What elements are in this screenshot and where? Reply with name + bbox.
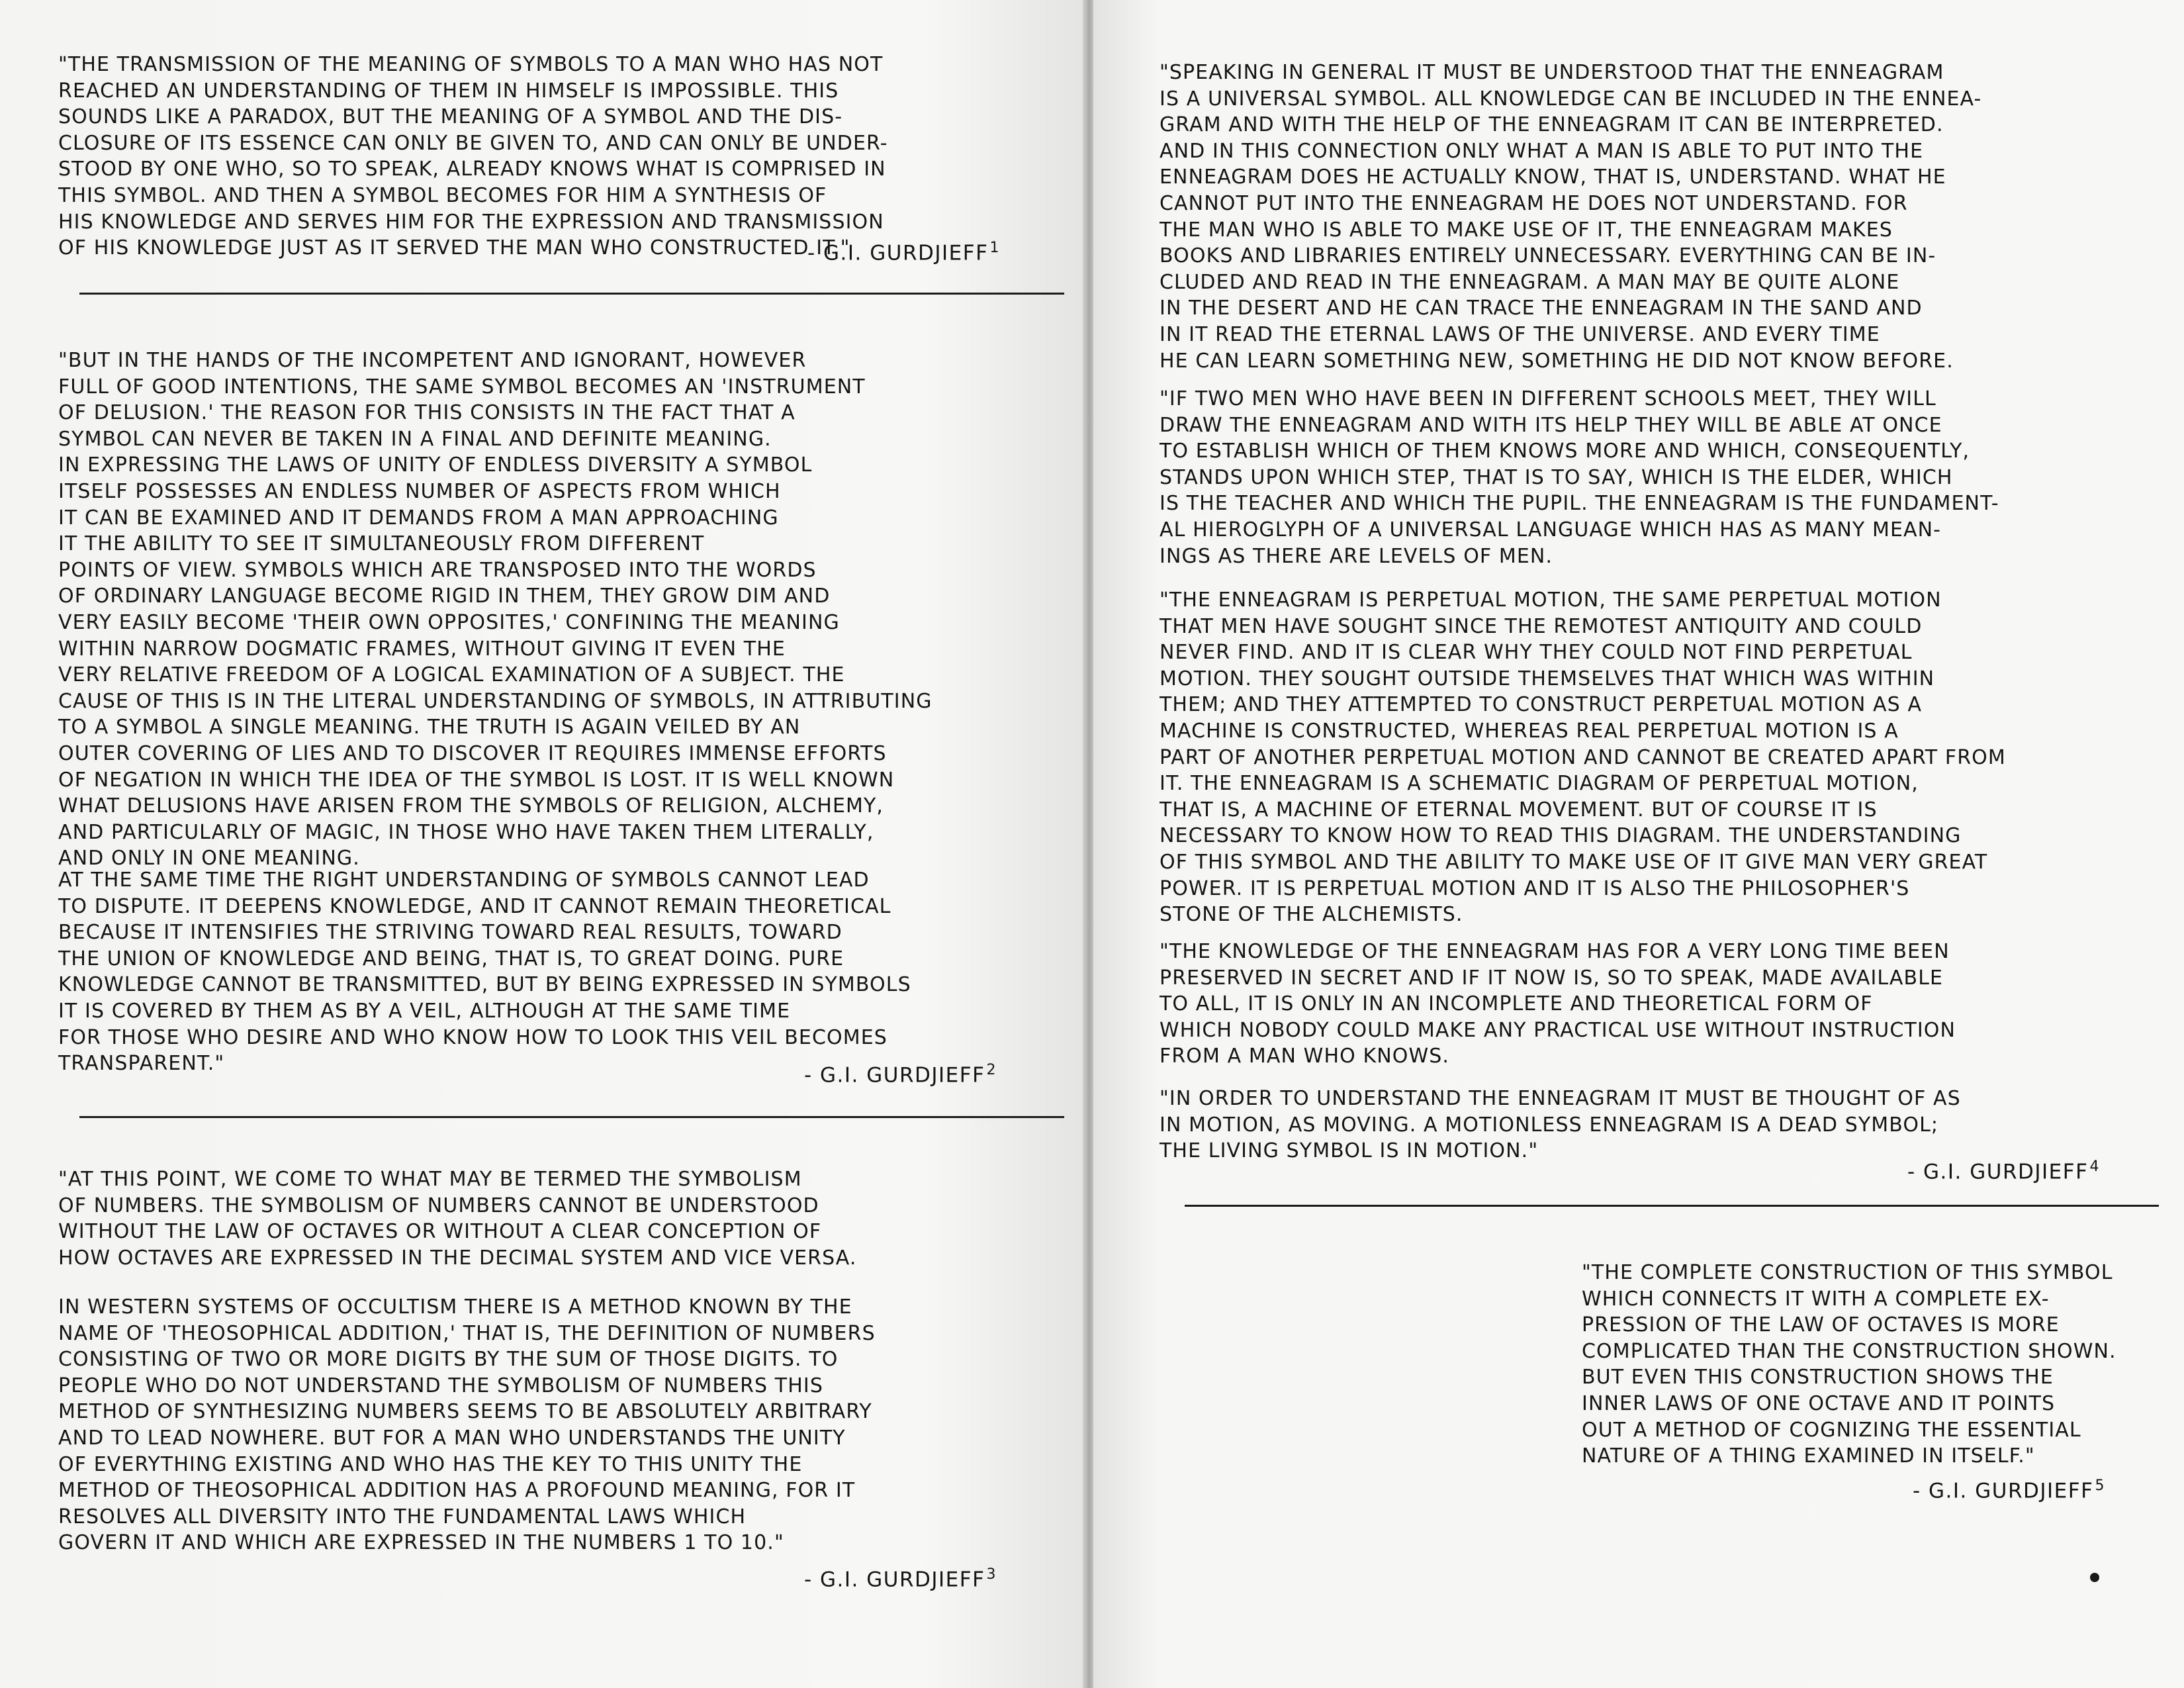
attribution-text: - G.I. GURDJIEFF <box>1907 1160 2089 1184</box>
attribution-text: - G.I. GURDJIEFF <box>804 1063 985 1088</box>
quote-5-attribution <box>1913 1477 2105 1503</box>
quote-4-paragraph-3: "THE ENNEAGRAM IS PERPETUAL MOTION, THE SAME PERPETUAL MOTION THAT MEN HAVE SOUGHT SINCE THE REMOTEST ANTIQUITY AND COULD NEVER FIND. AND IT IS CLEAR WHY THEY COULD NOT FIND PERPETUAL MOTION. THEY SOUGHT OUTSIDE THEMSELVES THAT WHICH WAS WITHIN THEM; AND THEY ATTEMPTED TO CONSTRUCT PERPETUAL MOTION AS A MACHINE IS CONSTRUCTED, WHEREAS REAL PERPETUAL MOTION IS A PART OF ANOTHER PERPETUAL MOTION AND CANNOT BE CREATED APART FROM IT. THE ENNEAGRAM IS A SCHEMATIC DIAGRAM OF PERPETUAL MOTION, THAT IS, A MACHINE OF ETERNAL MOVEMENT. BUT OF COURSE IT IS NECESSARY TO KNOW HOW TO READ THIS DIAGRAM. THE UNDERSTANDING OF THIS SYMBOL AND THE ABILITY TO MAKE USE OF IT GIVE MAN VERY GREAT POWER. IT IS PERPETUAL MOTION AND IT IS ALSO THE PHILOSOPHER'S STONE OF THE ALCHEMISTS. <box>1160 588 2006 927</box>
quote-3-paragraph-1: "AT THIS POINT, WE COME TO WHAT MAY BE TERMED THE SYMBOLISM OF NUMBERS. THE SYMBOLISM OF NUMBERS CANNOT BE UNDERSTOOD WITHOUT THE LAW OF OCTAVES OR WITHOUT A CLEAR CONCEPTION OF HOW OCTAVES ARE EXPRESSED IN THE DECIMAL SYSTEM AND VICE VERSA. <box>58 1168 857 1270</box>
footnote-marker: 2 <box>986 1062 997 1078</box>
quote-3-paragraph-2: IN WESTERN SYSTEMS OF OCCULTISM THERE IS A METHOD KNOWN BY THE NAME OF 'THEOSOPHICAL ADDITION,' THAT IS, THE DEFINITION OF NUMBERS CONSISTING OF TWO OR MORE DIGITS BY THE SUM OF THOSE DIGITS. TO PEOPLE WHO DO NOT UNDERSTAND THE SYMBOLISM OF NUMBERS THIS METHOD OF SYNTHESIZING NUMBERS SEEMS TO BE ABSOLUTELY ARBITRARY AND TO LEAD NOWHERE. BUT FOR A MAN WHO UNDERSTANDS THE UNITY OF EVERYTHING EXISTING AND WHO HAS THE KEY TO THIS UNITY THE METHOD OF THEOSOPHICAL ADDITION HAS A PROFOUND MEANING, FOR IT RESOLVES ALL DIVERSITY INTO THE FUNDAMENTAL LAWS WHICH GOVERN IT AND WHICH ARE EXPRESSED IN THE NUMBERS 1 TO 10." <box>58 1295 876 1555</box>
quote-1-text: "THE TRANSMISSION OF THE MEANING OF SYMBOLS TO A MAN WHO HAS NOT REACHED AN UNDERSTANDING OF THEM IN HIMSELF IS IMPOSSIBLE. THIS SOUNDS LIKE A PARADOX, BUT THE MEANING OF A SYMBOL AND THE DIS- CLOSURE OF ITS ESSENCE CAN ONLY BE GIVEN TO, AND CAN ONLY BE UNDER- STOOD BY ONE WHO, SO TO SPEAK, ALREADY KNOWS WHAT IS COMPRISED IN THIS SYMBOL. AND THEN A SYMBOL BECOMES FOR HIM A SYNTHESIS OF HIS KNOWLEDGE AND SERVES HIM FOR THE EXPRESSION AND TRANSMISSION OF HIS KNOWLEDGE JUST AS IT SERVED THE MAN WHO CONSTRUCTED IT." <box>58 53 888 260</box>
quote-4-attribution <box>1907 1158 2100 1184</box>
quote-2-paragraph-2: AT THE SAME TIME THE RIGHT UNDERSTANDING OF SYMBOLS CANNOT LEAD TO DISPUTE. IT DEEPENS KNOWLEDGE, AND IT CANNOT REMAIN THEORETICAL BECAUSE IT INTENSIFIES THE STRIVING TOWARD REAL RESULTS, TOWARD THE UNION OF KNOWLEDGE AND BEING, THAT IS, TO GREAT DOING. PURE KNOWLEDGE CANNOT BE TRANSMITTED, BUT BY BEING EXPRESSED IN SYMBOLS IT IS COVERED BY THEM AS BY A VEIL, ALTHOUGH AT THE SAME TIME FOR THOSE WHO DESIRE AND WHO KNOW HOW TO LOOK THIS VEIL BECOMES TRANSPARENT." <box>58 868 911 1076</box>
quote-4-paragraph-5: "IN ORDER TO UNDERSTAND THE ENNEAGRAM IT MUST BE THOUGHT OF AS IN MOTION, AS MOVING. A MOTIONLESS ENNEAGRAM IS A DEAD SYMBOL; THE LIVING SYMBOL IS IN MOTION." <box>1160 1087 1961 1163</box>
attribution-text: - G.I. GURDJIEFF <box>804 1568 985 1592</box>
divider-2 <box>79 1116 1064 1118</box>
quote-1-attribution <box>807 240 1000 265</box>
quote-4-paragraph-1: "SPEAKING IN GENERAL IT MUST BE UNDERSTOOD THAT THE ENNEAGRAM IS A UNIVERSAL SYMBOL. ALL KNOWLEDGE CAN BE INCLUDED IN THE ENNEA- GRAM AND WITH THE HELP OF THE ENNEAGRAM IT CAN BE INTERPRETED. AND IN THIS CONNECTION ONLY WHAT A MAN IS ABLE TO PUT INTO THE ENNEAGRAM DOES HE ACTUALLY KNOW, THAT IS, UNDERSTAND. WHAT HE CANNOT PUT INTO THE ENNEAGRAM HE DOES NOT UNDERSTAND. FOR THE MAN WHO IS ABLE TO MAKE USE OF IT, THE ENNEAGRAM MAKES BOOKS AND LIBRARIES ENTIRELY UNNECESSARY. EVERYTHING CAN BE IN- CLUDED AND READ IN THE ENNEAGRAM. A MAN MAY BE QUITE ALONE IN THE DESERT AND HE CAN TRACE THE ENNEAGRAM IN THE SAND AND IN IT READ THE ETERNAL LAWS OF THE UNIVERSE. AND EVERY TIME HE CAN LEARN SOMETHING NEW, SOMETHING HE DID NOT KNOW BEFORE. <box>1160 61 1982 373</box>
footnote-marker: 4 <box>2089 1158 2100 1175</box>
attribution-text: - G.I. GURDJIEFF <box>807 241 989 265</box>
right-page <box>1093 0 2184 1688</box>
quote-2-attribution <box>804 1062 997 1087</box>
quote-2-paragraph-1: "BUT IN THE HANDS OF THE INCOMPETENT AND IGNORANT, HOWEVER FULL OF GOOD INTENTIONS, THE SAME SYMBOL BECOMES AN 'INSTRUMENT OF DELUSION.' THE REASON FOR THIS CONSISTS IN THE FACT THAT A SYMBOL CAN NEVER BE TAKEN IN A FINAL AND DEFINITE MEANING. IN EXPRESSING THE LAWS OF UNITY OF ENDLESS DIVERSITY A SYMBOL ITSELF POSSESSES AN ENDLESS NUMBER OF ASPECTS FROM WHICH IT CAN BE EXAMINED AND IT DEMANDS FROM A MAN APPROACHING IT THE ABILITY TO SEE IT SIMULTANEOUSLY FROM DIFFERENT POINTS OF VIEW. SYMBOLS WHICH ARE TRANSPOSED INTO THE WORDS OF ORDINARY LANGUAGE BECOME RIGID IN THEM, THEY GROW DIM AND VERY EASILY BECOME 'THEIR OWN OPPOSITES,' CONFINING THE MEANING WITHIN NARROW DOGMATIC FRAMES, WITHOUT GIVING IT EVEN THE VERY RELATIVE FREEDOM OF A LOGICAL EXAMINATION OF A SUBJECT. THE CAUSE OF THIS IS IN THE LITERAL UNDERSTANDING OF SYMBOLS, IN ATTRIBUTING TO A SYMBOL A SINGLE MEANING. THE TRUTH IS AGAIN VEILED BY AN OUTER COVERING OF LIES AND TO DISCOVER IT REQUIRES IMMENSE EFFORTS OF NEGATION IN WHICH THE IDEA OF THE SYMBOL IS LOST. IT IS WELL KNOWN WHAT DELUSIONS HAVE ARISEN FROM THE SYMBOLS OF RELIGION, ALCHEMY, AND PARTICULARLY OF MAGIC, IN THOSE WHO HAVE TAKEN THEM LITERALLY, AND ONLY IN ONE MEANING. <box>58 349 933 870</box>
quote-4-paragraph-2: "IF TWO MEN WHO HAVE BEEN IN DIFFERENT SCHOOLS MEET, THEY WILL DRAW THE ENNEAGRAM AND WITH ITS HELP THEY WILL BE ABLE AT ONCE TO ESTABLISH WHICH OF THEM KNOWS MORE AND WHICH, CONSEQUENTLY, STANDS UPON WHICH STEP, THAT IS TO SAY, WHICH IS THE ELDER, WHICH IS THE TEACHER AND WHICH THE PUPIL. THE ENNEAGRAM IS THE FUNDAMENT- AL HIEROGLYPH OF A UNIVERSAL LANGUAGE WHICH HAS AS MANY MEAN- INGS AS THERE ARE LEVELS OF MEN. <box>1160 387 1999 568</box>
footnote-marker: 5 <box>2095 1477 2105 1494</box>
quote-4-paragraph-4: "THE KNOWLEDGE OF THE ENNEAGRAM HAS FOR A VERY LONG TIME BEEN PRESERVED IN SECRET AND IF IT NOW IS, SO TO SPEAK, MADE AVAILABLE TO ALL, IT IS ONLY IN AN INCOMPLETE AND THEORETICAL FORM OF WHICH NOBODY COULD MAKE ANY PRACTICAL USE WITHOUT INSTRUCTION FROM A MAN WHO KNOWS. <box>1160 940 1956 1068</box>
page-dot-mark <box>2090 1573 2099 1582</box>
footnote-marker: 1 <box>989 240 1000 256</box>
footnote-marker: 3 <box>986 1566 997 1583</box>
quote-5-text: "THE COMPLETE CONSTRUCTION OF THIS SYMBOL WHICH CONNECTS IT WITH A COMPLETE EX- PRESSION OF THE LAW OF OCTAVES IS MORE COMPLICATED THAN THE CONSTRUCTION SHOWN. BUT EVEN THIS CONSTRUCTION SHOWS THE INNER LAWS OF ONE OCTAVE AND IT POINTS OUT A METHOD OF COGNIZING THE ESSENTIAL NATURE OF A THING EXAMINED IN ITSELF." <box>1582 1261 2116 1468</box>
quote-3-attribution <box>804 1566 997 1591</box>
divider-3 <box>1185 1205 2159 1207</box>
divider-1 <box>79 293 1064 295</box>
attribution-text: - G.I. GURDJIEFF <box>1913 1479 2094 1503</box>
left-page <box>0 0 1085 1688</box>
